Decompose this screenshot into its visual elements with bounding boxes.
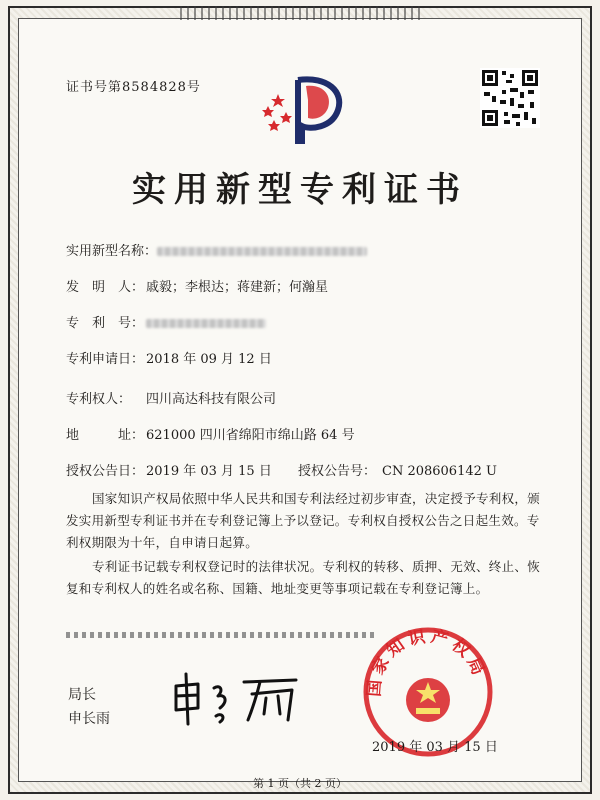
qr-code-icon — [480, 68, 540, 128]
utility-name-label: 实用新型名称： — [66, 244, 158, 259]
patentee-label: 专利权人： — [66, 392, 132, 407]
inventors-label: 发 明 人： — [66, 280, 145, 295]
border-ornament — [180, 6, 420, 20]
grant-number-row — [298, 460, 497, 479]
grant-date-value: 2019 年 03 月 15 日 — [146, 464, 272, 479]
address-row — [66, 424, 355, 443]
divider-line — [66, 632, 376, 638]
inventors-value: 戚毅；李根达；蒋建新；何瀚星 — [146, 280, 329, 295]
patent-office-logo — [258, 72, 348, 148]
address-label: 地 址： — [66, 428, 145, 443]
seal-text: 国家知识产权局 — [364, 626, 490, 698]
grant-number-value: CN 208606142 U — [382, 464, 497, 479]
director-title: 局长 — [68, 687, 96, 703]
patent-number-label: 专 利 号： — [66, 316, 145, 331]
patentee-row — [66, 388, 276, 407]
patentee-value: 四川高达科技有限公司 — [146, 392, 277, 407]
page-number: 第 1 页（共 2 页） — [253, 777, 347, 790]
redacted-utility-name — [157, 247, 367, 256]
grant-date-row — [66, 460, 272, 479]
certificate-title: 实用新型专利证书 — [132, 170, 468, 210]
grant-date-label: 授权公告日： — [66, 464, 145, 479]
address-value: 621000 四川省绵阳市绵山路 64 号 — [146, 428, 355, 443]
director-name: 申长雨 — [68, 711, 110, 727]
director-signature — [168, 668, 308, 728]
certificate-number: 证书号第8584828号 — [66, 80, 201, 95]
utility-name-row — [66, 240, 367, 259]
filing-date-label: 专利申请日： — [66, 352, 145, 367]
redacted-patent-number — [146, 319, 266, 328]
certificate-statement: 国家知识产权局依照中华人民共和国专利法经过初步审查，决定授予专利权，颁发实用新型专利证书并在专利登记簿上予以登记。专利权自授权公告之日起生效。专利权期限为十年，自申请日起算。 — [66, 491, 541, 550]
seal-date: 2019 年 03 月 15 日 — [372, 740, 498, 755]
inventors-row — [66, 276, 328, 295]
legal-status-note: 专利证书记载专利权登记时的法律状况。专利权的转移、质押、无效、终止、恢复和专利权人的姓名或名称、国籍、地址变更等事项记载在专利登记簿上。 — [66, 559, 541, 596]
patent-number-row — [66, 312, 266, 331]
filing-date-row — [66, 348, 272, 367]
grant-number-label: 授权公告号： — [298, 464, 377, 479]
filing-date-value: 2018 年 09 月 12 日 — [146, 352, 272, 367]
